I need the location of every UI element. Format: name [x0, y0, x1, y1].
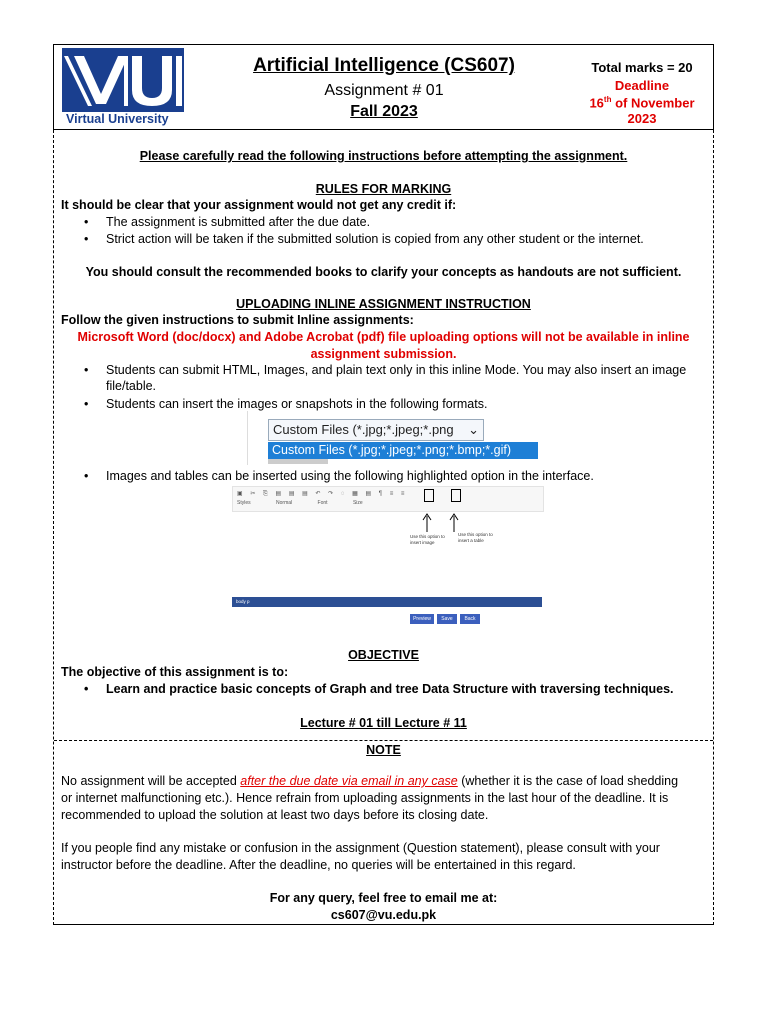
consult-note: You should consult the recommended books to clarify your concepts as handouts are not sufficient.: [85, 265, 682, 279]
divider: [54, 740, 713, 741]
course-title: Artificial Intelligence (CS607): [253, 55, 515, 76]
contact-line: For any query, feel free to email me at:: [269, 891, 498, 905]
term: Fall 2023: [350, 103, 418, 120]
lectures-range: Lecture # 01 till Lecture # 11: [300, 716, 467, 730]
rules-lead: It should be clear that your assignment would not get any credit if:: [61, 198, 457, 212]
marks-block: [577, 60, 707, 126]
upload-heading: UPLOADING INLINE ASSIGNMENT INSTRUCTION: [236, 297, 531, 311]
note-red-text: after the due date via email in any case: [240, 774, 458, 788]
note-p2-line2: instructor before the deadline. After the deadline, no queries will be entertained in this regard.: [61, 858, 576, 872]
upload-warning-2: assignment submission.: [310, 347, 457, 361]
deadline-day: 16: [589, 95, 604, 111]
upload-lead: Follow the given instructions to submit Inline assignments:: [61, 313, 414, 327]
toolbar-icons: ▣ ✂ ⎘ ▤ ▤ ▤ ↶ ↷ ◌ ▦ ▤ ¶ ≡ ≡: [237, 491, 408, 497]
note-heading: NOTE: [366, 743, 401, 757]
upload-bullet-2: • Students can insert the images or snapshots in the following formats.: [84, 396, 487, 412]
objective-heading: OBJECTIVE: [348, 648, 419, 662]
rule-item: • The assignment is submitted after the due date.: [84, 214, 370, 230]
note-p1-line1: No assignment will be accepted after the due date via email in any case (whether it is the case of load shedding: [61, 774, 679, 788]
contact-email[interactable]: cs607@vu.edu.pk: [330, 908, 437, 922]
upload-warning-1: Microsoft Word (doc/docx) and Adobe Acrobat (pdf) file uploading options will not be available in inline: [77, 330, 690, 344]
note-p1-line3: recommended to upload the solution at least two days before its closing date.: [61, 808, 489, 822]
intro-heading: Please carefully read the following instructions before attempting the assignment.: [139, 149, 628, 163]
font-select[interactable]: Font: [317, 500, 328, 506]
objective-lead: The objective of this assignment is to:: [61, 665, 289, 679]
toolbar-row2: [237, 500, 363, 506]
editor-toolbar: [232, 486, 544, 512]
logo-caption: Virtual University: [66, 112, 169, 126]
chevron-down-icon: ⌄: [468, 422, 479, 437]
note-insert-table: Use this option to insert a table: [458, 532, 493, 543]
note-p2-line1: If you people find any mistake or confusion in the assignment (Question statement), please consult with your: [61, 841, 660, 855]
size-select[interactable]: Size: [352, 500, 363, 506]
deadline-sup: th: [603, 95, 612, 104]
rule-item: • Strict action will be taken if the submitted solution is copied from any other student or the internet.: [84, 231, 644, 247]
objective-item: • Learn and practice basic concepts of Graph and tree Data Structure with traversing techniques.: [84, 681, 674, 697]
insert-image-highlight[interactable]: [424, 489, 434, 502]
file-type-option[interactable]: Custom Files (*.jpg;*.jpeg;*.png;*.bmp;*.gif): [268, 442, 538, 459]
back-button[interactable]: Back: [460, 614, 480, 624]
rules-heading: RULES FOR MARKING: [315, 182, 452, 196]
arrow-up-icons: [417, 510, 477, 534]
body-box: [53, 130, 714, 925]
title-block: [214, 55, 554, 121]
editor-status-bar: body p: [232, 597, 542, 607]
assignment-page: [53, 44, 714, 925]
preview-button[interactable]: Preview: [410, 614, 434, 624]
assignment-number: Assignment # 01: [324, 82, 444, 99]
note-p1-line2: or internet malfunctioning etc.). Hence refrain from uploading assignments in the last hour of the deadline. It is: [61, 791, 669, 805]
deadline-label: Deadline: [614, 78, 670, 93]
list-fragment: [268, 459, 328, 464]
save-button[interactable]: Save: [437, 614, 457, 624]
deadline-month: of November: [611, 95, 695, 111]
insert-table-highlight[interactable]: [451, 489, 461, 502]
styles-select[interactable]: Styles: [237, 500, 251, 506]
total-marks: Total marks = 20: [591, 60, 693, 75]
header-box: [53, 44, 714, 130]
note-insert-image: Use this option to insert image: [410, 534, 445, 545]
file-type-screenshot: [247, 411, 538, 465]
deadline-year: 2023: [627, 111, 657, 127]
editor-screenshot: [232, 486, 542, 628]
normal-select[interactable]: Normal: [276, 500, 293, 506]
file-type-select[interactable]: Custom Files (*.jpg;*.jpeg;*.png ⌄: [268, 419, 484, 441]
upload-bullet-1: • Students can submit HTML, Images, and plain text only in this inline Mode. You may also insert an image file/table.: [84, 362, 714, 394]
upload-bullet-3: • Images and tables can be inserted using the following highlighted option in the interface.: [84, 468, 594, 484]
deadline-date: [577, 95, 707, 110]
